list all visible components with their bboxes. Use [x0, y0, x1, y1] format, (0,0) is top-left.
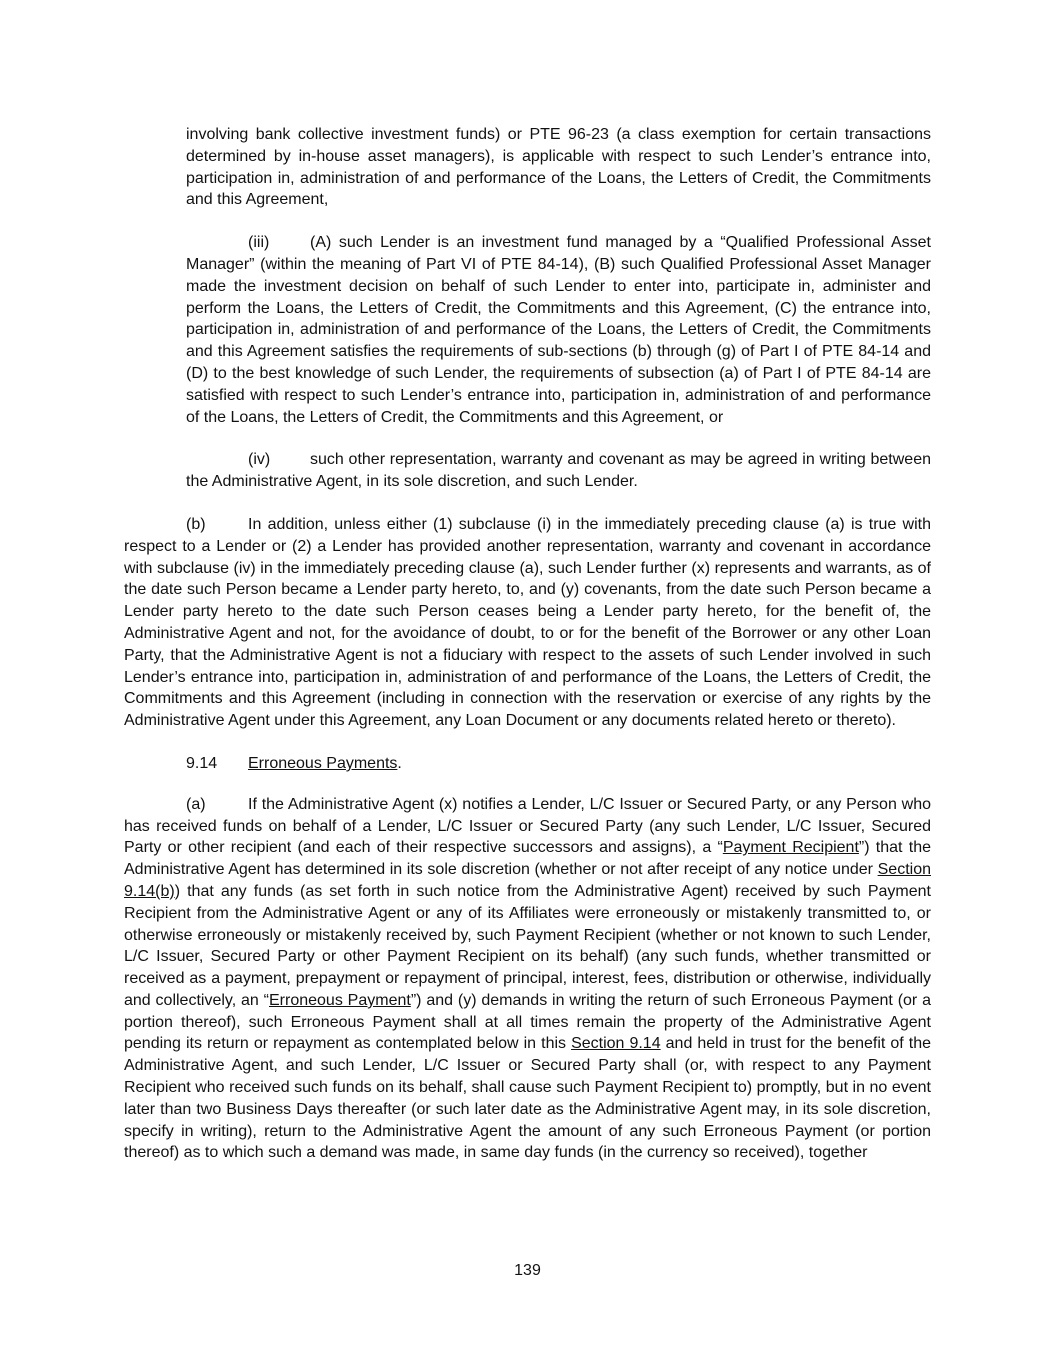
paragraph-continuation: involving bank collective investment funds) or PTE 96-23 (a class exemption for certain transactions determined by in-house asset managers), is applicable with respect to such Lender’s entrance into, participation in, administration of and performance of the Loans, the Letters of Credit, the Commitments and this Agreement,	[186, 126, 931, 209]
paragraph-b-text: In addition, unless either (1) subclause (i) in the immediately preceding clause (a) is true with respect to a Lender or (2) a Lender has provided another representation, warranty and covenant in accordance with subclause (iv) in the immediately preceding clause (a), such Lender further (x) represents and warrants, as of the date such Person became a Lender party hereto, to, and (y) covenants, from the date such Person became a Lender party hereto to the date such Person ceases being a Lender party hereto, for the benefit of, the Administrative Agent and not, for the avoidance of doubt, to or for the benefit of the Borrower or any other Loan Party, that the Administrative Agent is not a fiduciary with respect to the assets of such Lender involved in such Lender’s entrance into, participation in, administration of and performance of the Loans, the Letters of Credit, the Commitments and this Agreement (including in connection with the reservation or exercise of any rights by the Administrative Agent under this Agreement, any Loan Document or any documents related hereto or thereto).	[124, 515, 931, 730]
section-number: 9.14	[186, 754, 218, 772]
paragraph-a-text-1: If the Administrative Agent (x) notifies a Lender, L/C Issuer or Secured Party, or any Person who has received funds on behalf of a Lender, L/C Issuer or Secured Party (any such Lender, L/C Issuer, Secured Party or other recipient (and each of their respective successors and assigns), a “	[124, 795, 931, 857]
paragraph-iii	[124, 232, 931, 428]
paragraph-b-label: (b)	[186, 515, 206, 533]
section-title-suffix: .	[397, 754, 402, 772]
paragraph-iv-label: (iv)	[248, 451, 271, 469]
paragraph-iii-label: (iii)	[248, 234, 270, 252]
section-heading	[124, 753, 931, 775]
paragraph-iii-text: (A) such Lender is an investment fund managed by a “Qualified Professional Asset Manager” (within the meaning of Part VI of PTE 84-14), (B) such Qualified Professional Asset Manager made the investment decision on behalf of such Lender to enter into, participate in, administer and perform the Loans, the Letters of Credit, the Commitments and this Agreement, (C) the entrance into, participation in, administration of and performance of the Loans, the Letters of Credit, the Commitments and this Agreement satisfies the requirements of sub-sections (b) through (g) of Part I of PTE 84-14 and (D) to the best knowledge of such Lender, the requirements of subsection (a) of Part I of PTE 84-14 are satisfied with respect to such Lender’s entrance into, participation in, administration of and performance of the Loans, the Letters of Credit, the Commitments and this Agreement, or	[186, 234, 931, 426]
document-body	[124, 124, 931, 1185]
paragraph-a-label: (a)	[186, 795, 206, 813]
page-number: 139	[514, 1262, 541, 1279]
paragraph-a-text-2: ”) that the Administrative Agent has determined in its sole discretion (whether or not after receipt of any notice under	[124, 839, 931, 879]
section-title: Erroneous Payments	[248, 754, 398, 772]
section-reference-9-14: Section 9.14	[571, 1035, 661, 1053]
paragraph-iv-text: such other representation, warranty and covenant as may be agreed in writing between the Administrative Agent, in its sole discretion, and such Lender.	[186, 451, 931, 491]
defined-term-payment-recipient: Payment Recipient	[722, 839, 859, 857]
paragraph-b	[124, 514, 931, 732]
paragraph-iv	[124, 449, 931, 493]
paragraph-a	[124, 794, 931, 1165]
paragraph-a-text-5: and held in trust for the benefit of the Administrative Agent, and such Lender, L/C Issuer or Secured Party shall (or, with respect to any Payment Recipient who received such funds on its behalf, shall cause such Payment Recipient to) promptly, but in no event later than two Business Days thereafter (or such later date as the Administrative Agent may, in its sole discretion, specify in writing), return to the Administrative Agent the amount of any such Erroneous Payment (or portion thereof) as to which such a demand was made, in same day funds (in the currency so received), together	[124, 1035, 932, 1162]
defined-term-erroneous-payment: Erroneous Payment	[269, 991, 411, 1009]
section-reference-9-14-b: Section 9.14(b)	[124, 861, 931, 900]
paragraph-a-text-3: ) that any funds (as set forth in such notice from the Administrative Agent) received by such Payment Recipient from the Administrative Agent or any of its Affiliates were erroneously or mistakenly transmitted to, or otherwise erroneously or mistakenly received by, such Payment Recipient (whether or not known to such Lender, L/C Issuer, Secured Party or other Payment Recipient on its behalf) (any such funds, whether transmitted or received as a payment, prepayment or repayment of principal, interest, fees, distribution or otherwise, individually and collectively, an “	[124, 882, 931, 1009]
paragraph-a-text-4: ”) and (y) demands in writing the return of such Erroneous Payment (or a portion thereof), such Erroneous Payment shall at all times remain the property of the Administrative Agent pending its return or repayment as contemplated below in this	[124, 991, 931, 1053]
